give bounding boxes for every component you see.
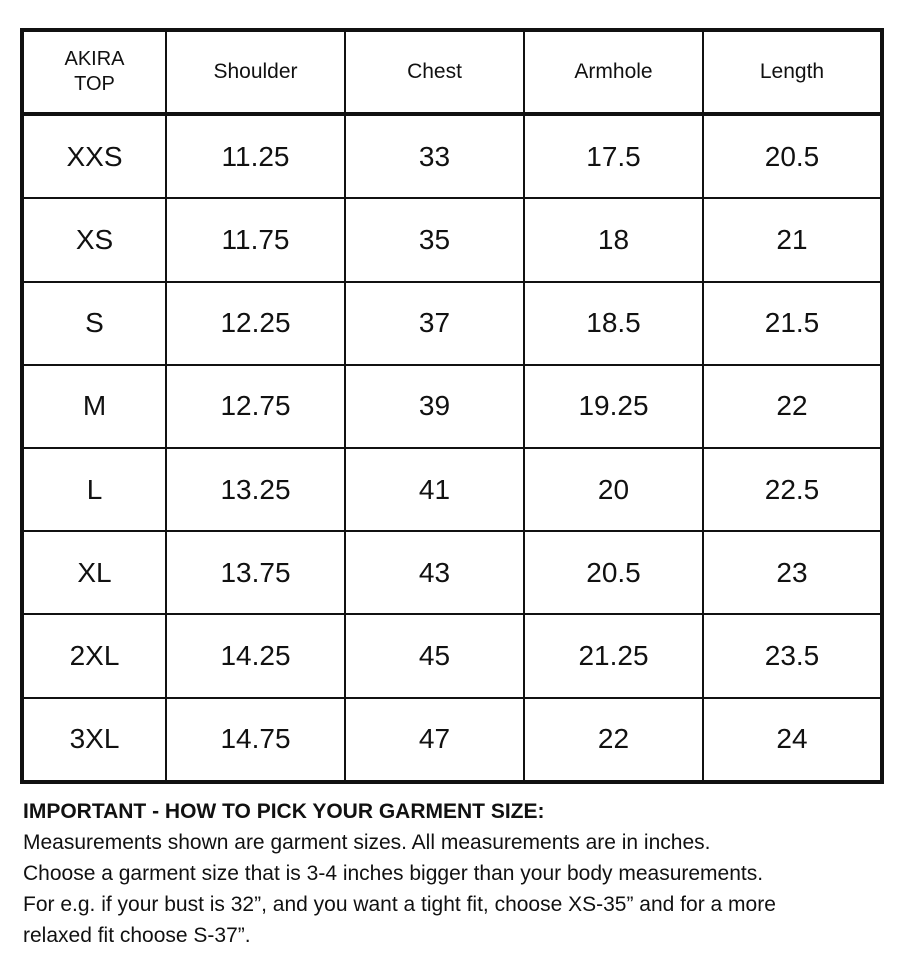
size-cell: XXS — [22, 114, 166, 198]
shoulder-cell: 11.75 — [166, 198, 345, 281]
chest-cell: 39 — [345, 365, 524, 448]
table-row — [22, 531, 882, 614]
chest-cell: 43 — [345, 531, 524, 614]
chest-cell: 41 — [345, 448, 524, 531]
armhole-cell: 20.5 — [524, 531, 703, 614]
product-name-label: AKIRA TOP — [64, 48, 125, 95]
header-length: Length — [703, 30, 882, 114]
table-row — [22, 198, 882, 281]
shoulder-cell: 12.25 — [166, 282, 345, 365]
table-row — [22, 448, 882, 531]
table-row — [22, 365, 882, 448]
armhole-cell: 20 — [524, 448, 703, 531]
size-cell: 3XL — [22, 698, 166, 782]
table-row — [22, 698, 882, 782]
note-line: relaxed fit choose S-37”. — [23, 924, 251, 947]
chest-cell: 33 — [345, 114, 524, 198]
header-corner — [22, 30, 166, 114]
note-line: Choose a garment size that is 3-4 inches bigger than your body measurements. — [23, 862, 764, 885]
armhole-cell: 18.5 — [524, 282, 703, 365]
shoulder-cell: 14.75 — [166, 698, 345, 782]
header-chest: Chest — [345, 30, 524, 114]
chest-cell: 45 — [345, 614, 524, 697]
note-line: For e.g. if your bust is 32”, and you want a tight fit, choose XS-35” and for a more — [23, 893, 776, 916]
length-cell: 23 — [703, 531, 882, 614]
size-cell: XS — [22, 198, 166, 281]
shoulder-cell: 14.25 — [166, 614, 345, 697]
table-row — [22, 614, 882, 697]
armhole-cell: 17.5 — [524, 114, 703, 198]
armhole-cell: 22 — [524, 698, 703, 782]
shoulder-cell: 12.75 — [166, 365, 345, 448]
chest-cell: 37 — [345, 282, 524, 365]
table-row — [22, 114, 882, 198]
length-cell: 20.5 — [703, 114, 882, 198]
length-cell: 22 — [703, 365, 882, 448]
shoulder-cell: 13.75 — [166, 531, 345, 614]
table-row — [22, 282, 882, 365]
length-cell: 23.5 — [703, 614, 882, 697]
length-cell: 21 — [703, 198, 882, 281]
length-cell: 21.5 — [703, 282, 882, 365]
sizing-notes — [23, 796, 883, 951]
chest-cell: 47 — [345, 698, 524, 782]
length-cell: 22.5 — [703, 448, 882, 531]
length-cell: 24 — [703, 698, 882, 782]
header-armhole: Armhole — [524, 30, 703, 114]
header-shoulder: Shoulder — [166, 30, 345, 114]
size-cell: L — [22, 448, 166, 531]
size-cell: S — [22, 282, 166, 365]
header-row — [22, 30, 882, 114]
notes-heading: IMPORTANT - HOW TO PICK YOUR GARMENT SIZE: — [23, 800, 545, 823]
size-cell: 2XL — [22, 614, 166, 697]
shoulder-cell: 11.25 — [166, 114, 345, 198]
note-line: Measurements shown are garment sizes. All measurements are in inches. — [23, 831, 711, 854]
shoulder-cell: 13.25 — [166, 448, 345, 531]
size-chart-table — [20, 28, 884, 784]
size-cell: XL — [22, 531, 166, 614]
size-cell: M — [22, 365, 166, 448]
armhole-cell: 19.25 — [524, 365, 703, 448]
armhole-cell: 21.25 — [524, 614, 703, 697]
chest-cell: 35 — [345, 198, 524, 281]
armhole-cell: 18 — [524, 198, 703, 281]
